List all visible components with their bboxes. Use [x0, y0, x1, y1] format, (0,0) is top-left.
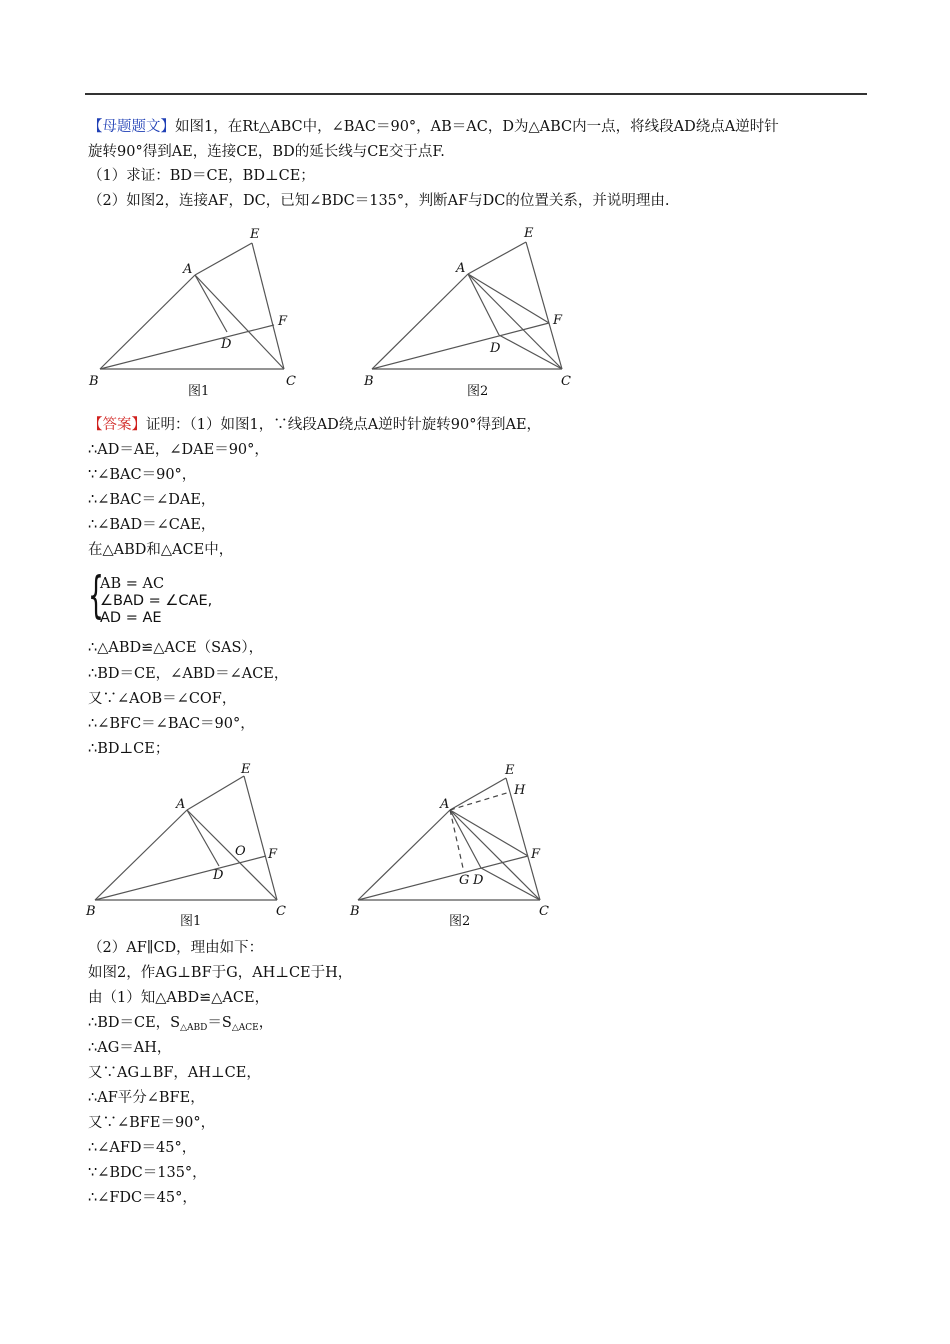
question-1: （1）求证：BD＝CE，BD⊥CE；	[88, 168, 315, 184]
label-F: F	[268, 847, 278, 862]
label-A: A	[176, 797, 186, 812]
answer-line-9: 又∵∠AOB＝∠COF，	[88, 691, 237, 707]
answer-line-6: 在△ABD和△ACE中，	[88, 542, 234, 558]
label-F: F	[278, 314, 288, 329]
system-row-3: AD = AE	[100, 610, 162, 626]
system-row-2: ∠BAD = ∠CAE,	[100, 593, 213, 609]
label-E: E	[241, 762, 251, 777]
part2-line-10: ∵∠BDC＝135°，	[88, 1165, 207, 1181]
label-D: D	[490, 341, 501, 356]
answer-line-11: ∴BD⊥CE；	[88, 741, 170, 757]
label-G: G	[459, 873, 470, 888]
label-E: E	[505, 763, 515, 778]
figure-1-top	[85, 222, 325, 402]
part2-line-5: ∴AG＝AH，	[88, 1040, 172, 1056]
system-row-1: AB = AC	[100, 576, 165, 592]
answer-tag: 【答案】	[88, 417, 146, 433]
part2-line-11: ∴∠FDC＝45°，	[88, 1190, 197, 1206]
answer-line-8: ∴BD＝CE，∠ABD＝∠ACE，	[88, 666, 289, 682]
part2-line-4: ∴BD＝CE，$S_{\triangle ABD}=S_{\triangle ACE}$，	[88, 1015, 274, 1033]
label-E: E	[250, 227, 260, 242]
figure-caption: 图2	[449, 914, 471, 929]
answer-line-1: 【答案】证明：（1）如图1，∵线段AD绕点A逆时针旋转90°得到AE，	[88, 417, 542, 433]
label-D: D	[213, 868, 224, 883]
label-A: A	[456, 261, 466, 276]
problem-tag: 【母题题文】	[88, 119, 175, 135]
question-2: （2）如图2，连接AF，DC，已知∠BDC＝135°，判断AF与DC的位置关系，并说明理由.	[88, 193, 670, 209]
answer-line-2: ∴AD＝AE，∠DAE＝90°，	[88, 442, 269, 458]
label-F: F	[531, 847, 541, 862]
figure-caption: 图1	[188, 384, 210, 399]
header-rule	[85, 93, 867, 95]
equation-system	[88, 566, 288, 627]
label-C: C	[286, 374, 296, 389]
part2-line-3: 由（1）知△ABD≌△ACE，	[88, 990, 270, 1006]
label-C: C	[539, 904, 549, 919]
label-B: B	[350, 904, 360, 919]
problem-line-2: 旋转90°得到AE，连接CE，BD的延长线与CE交于点F.	[88, 144, 445, 160]
label-O: O	[235, 844, 246, 859]
answer-line-4: ∴∠BAC＝∠DAE，	[88, 492, 216, 508]
label-B: B	[89, 374, 99, 389]
part2-line-7: ∴AF平分∠BFE，	[88, 1090, 205, 1106]
figure-1-bottom	[82, 758, 322, 933]
figure-caption: 图2	[467, 384, 489, 399]
label-B: B	[364, 374, 374, 389]
label-C: C	[561, 374, 571, 389]
label-D: D	[473, 873, 484, 888]
answer-line-5: ∴∠BAD＝∠CAE，	[88, 517, 216, 533]
part2-line-1: （2）AF∥CD，理由如下：	[88, 940, 264, 956]
label-F: F	[553, 313, 563, 328]
figure-caption: 图1	[180, 914, 202, 929]
label-A: A	[183, 262, 193, 277]
subscript-ace: △ACE	[231, 1023, 259, 1033]
subscript-abd: △ABD	[180, 1023, 208, 1033]
part2-line-9: ∴∠AFD＝45°，	[88, 1140, 197, 1156]
part2-line-8: 又∵∠BFE＝90°，	[88, 1115, 216, 1131]
figure-2-top	[355, 222, 595, 402]
label-E: E	[524, 226, 534, 241]
label-B: B	[86, 904, 96, 919]
label-A: A	[440, 797, 450, 812]
label-H: H	[514, 783, 526, 798]
part2-line-2: 如图2，作AG⊥BF于G，AH⊥CE于H，	[88, 965, 353, 981]
figure-2-bottom	[345, 758, 575, 933]
brace: {	[88, 566, 104, 624]
label-D: D	[221, 337, 232, 352]
answer-line-3: ∵∠BAC＝90°，	[88, 467, 197, 483]
problem-line-1: 【母题题文】如图1，在Rt△ABC中，∠BAC＝90°，AB＝AC，D为△ABC内一点，将线段AD绕点A逆时针	[88, 119, 779, 135]
answer-line-10: ∴∠BFC＝∠BAC＝90°，	[88, 716, 255, 732]
part2-line-6: 又∵AG⊥BF，AH⊥CE，	[88, 1065, 261, 1081]
label-C: C	[276, 904, 286, 919]
answer-line-7: ∴△ABD≌△ACE（SAS），	[88, 640, 264, 656]
